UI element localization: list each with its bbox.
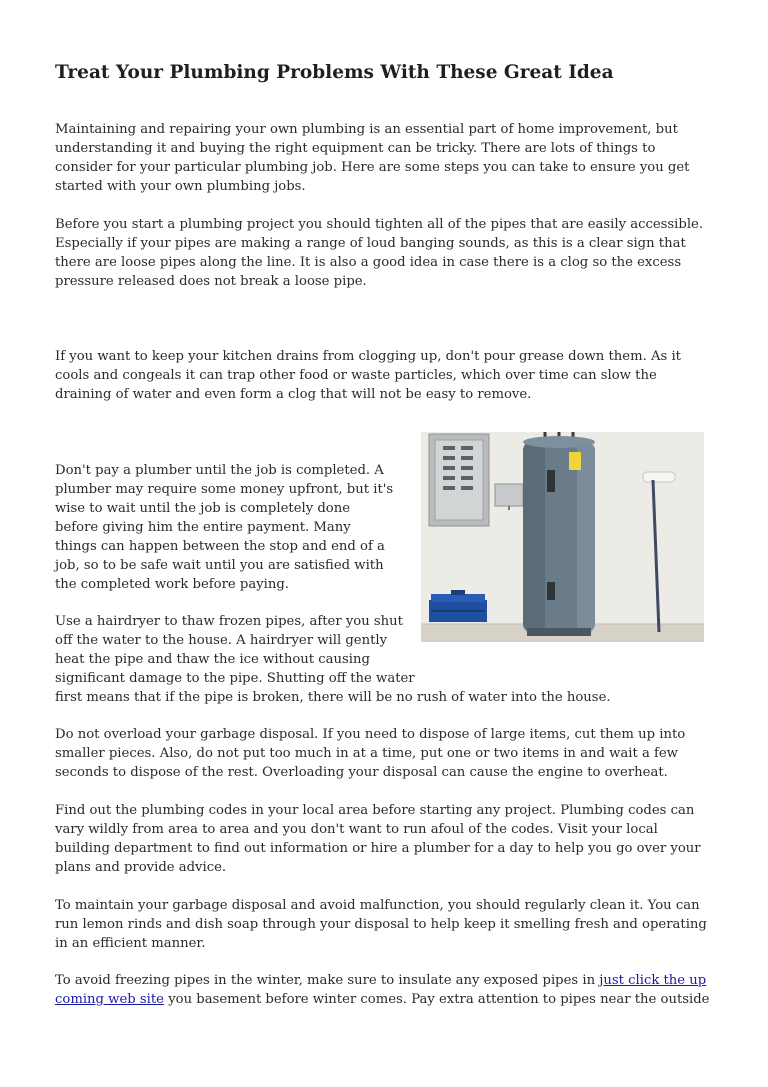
- paragraph-pay-plumber: Don't pay a plumber until the job is completed. A plumber may require some money upfront, but it's wise to wait until the job is completely done before giving him the entire payment. Many things can happen between the stop and end of a job, so to be safe wait until you are satisfied with the completed work before paying.: [55, 463, 394, 592]
- paragraph-garbage-disposal: Do not overload your garbage disposal. If you need to dispose of large items, cut them up into smaller pieces. Also, do not put too much in at a time, put one or two items in and wait a few seconds to dispose of the rest. Overloading your disposal can cause the engine to overheat.: [55, 727, 686, 780]
- paragraph-plumbing-codes: Find out the plumbing codes in your local area before starting any project. Plumbing codes can vary wildly from area to area and you don't want to run afoul of the codes. Visit your local building department to find out information or hire a plumber for a day to help you go over your plans and provide advice.: [55, 803, 701, 875]
- water-heater-icon: [523, 436, 595, 636]
- page-title: Treat Your Plumbing Problems With These Great Idea: [55, 62, 614, 83]
- paragraph-tighten-pipes: Before you start a plumbing project you should tighten all of the pipes that are easily accessible. Especially if your pipes are making a range of loud banging sounds, as this is a clear sign that there are loose pipes along the line. It is also a good idea in case there is a clog so the excess pressure released does not break a loose pipe.: [55, 217, 704, 289]
- paragraph-freezing-text-2: you basement before winter comes. Pay extra attention to pipes near the outside: [164, 992, 710, 1007]
- web-site-link[interactable]: just click the up coming web site: [55, 973, 707, 1007]
- paragraph-intro: Maintaining and repairing your own plumbing is an essential part of home improvement, but understanding it and buying the right equipment can be tricky. There are lots of things to consider for your particular plumbing job. Here are some steps you can take to ensure you get started with your own plumbing jobs.: [55, 122, 690, 194]
- paragraph-freezing-text-1: To avoid freezing pipes in the winter, make sure to insulate any exposed pipes in: [55, 973, 600, 988]
- paragraph-clean-disposal: To maintain your garbage disposal and avoid malfunction, you should regularly clean it. You can run lemon rinds and dish soap through your disposal to help keep it smelling fresh and operating in an efficient manner.: [55, 898, 707, 951]
- paragraph-hairdryer-text: Use a hairdryer to thaw frozen pipes, after you shut off the water to the house. A hairdryer will gently heat the pipe and thaw the ice without causing significant damage to the pipe. Shutting off the water first means that if the pipe is broken, there will be no rush of water into the house.: [55, 614, 611, 705]
- paragraph-grease: If you want to keep your kitchen drains from clogging up, don't pour grease down them. As it cools and congeals it can trap other food or waste particles, which over time can slow the draining of water and even form a clog that will not be easy to remove.: [55, 349, 681, 402]
- water-heater-photo: [421, 432, 704, 642]
- paragraph-freezing-pipes: [55, 971, 713, 1009]
- toolbox-icon: [429, 590, 487, 622]
